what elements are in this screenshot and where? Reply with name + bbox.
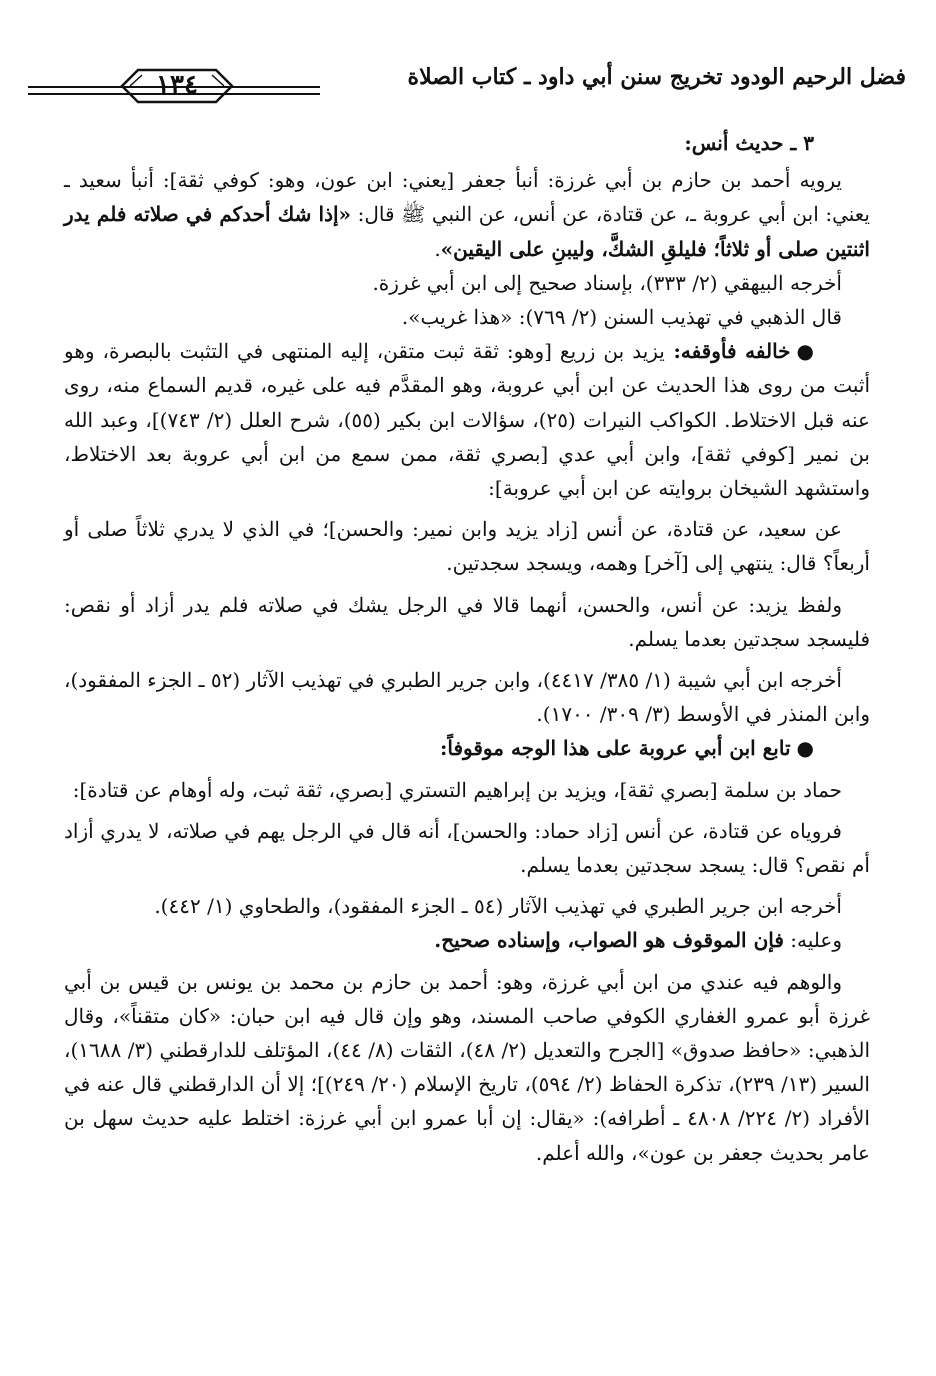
paragraph-13: والوهم فيه عندي من ابن أبي غرزة، وهو: أحمد بن حازم بن محمد بن يونس بن قيس بن أبي غرزة أبو عمرو الغفاري الكوفي صاحب المسند، وهو وإن قال فيه ابن حبان: «كان متقناً»، وقال الذهبي: «حافظ صدوق» [الجرح والتعديل (٢/ ٤٨)، الثقات (٨/ ٤٤)، المؤتلف للدارقطني (٣/ ١٦٨٨)، السير (١٣/ ٢٣٩)، تذكرة الحفاظ (٢/ ٥٩٤)، تاريخ الإسلام (٢٠/ ٢٤٩)]؛ إلا أن الدارقطني قال عنه في الأفراد (٢/ ٢٢٤/ ٤٨٠٨ ـ أطرافه): «يقال: إن أبا عمرو ابن أبي غرزة: اختلط عليه حديث سهل بن عامر بحديث جعفر بن عون»، والله أعلم. xyxy=(64,969,870,1165)
hadith-text: «إذا شك أحدكم في صلاته فلم يدر اثنتين صلى أو ثلاثاً؛ فليلقِ الشكَّ، وليبنِ على اليقين» xyxy=(64,202,870,261)
section-title: ٣ ـ حديث أنس: xyxy=(684,131,814,155)
paragraph-12-lead: وعليه: xyxy=(783,928,842,953)
bullet-icon: ● xyxy=(796,339,814,364)
paragraph-6: ولفظ يزيد: عن أنس، والحسن، أنهما قالا في الرجل يشك في صلاته فلم يدر أزاد أو نقص: فليسجد سجدتين بعدما يسلم. xyxy=(64,592,870,651)
paragraph-1 xyxy=(64,163,870,266)
paragraph-4-lead: خالفه فأوقفه: xyxy=(664,339,791,364)
paragraph-9: حماد بن سلمة [بصري ثقة]، ويزيد بن إبراهيم التستري [بصري، ثقة ثبت، وله أوهام عن قتادة]: xyxy=(72,777,842,802)
paragraph-12-text: فإن الموقوف هو الصواب، وإسناده صحيح. xyxy=(434,928,784,953)
paragraph-4-text: يزيد بن زريع [وهو: ثقة ثبت متقن، إليه المنتهى في التثبت بالبصرة، وهو أثبت من روى هذا الحديث عن ابن أبي عروبة، وهو المقدَّم فيه على غيره، قديم السماع منه، روى عنه قبل الاختلاط. الكواكب النيرات (٢٥)، سؤالات ابن بكير (٥٥)، شرح العلل (٢/ ٧٤٣)]، وعبد الله بن نمير [كوفي ثقة]، وابن أبي عدي [بصري ثقة، ممن سمع من ابن أبي عروبة بعد الاختلاط، واستشهد الشيخان بروايته عن ابن أبي عروبة]: xyxy=(64,339,870,501)
running-title: فضل الرحيم الودود تخريج سنن أبي داود ـ كتاب الصلاة xyxy=(407,64,906,90)
paragraph-2: أخرجه البيهقي (٢/ ٣٣٣)، بإسناد صحيح إلى ابن أبي غرزة. xyxy=(372,270,842,295)
page-header xyxy=(28,60,906,112)
paragraph-10: فروياه عن قتادة، عن أنس [زاد حماد: والحسن]، أنه قال في الرجل يهم في صلاته، لا يدري أزاد أم نقص؟ قال: يسجد سجدتين بعدما يسلم. xyxy=(64,818,870,878)
paragraph-1-text: يرويه أحمد بن حازم بن أبي غرزة: أنبأ جعفر [يعني: ابن عون، وهو: كوفي ثقة]: أنبأ سعيد ـ يعني: ابن أبي عروبة ـ، عن قتادة، عن أنس، عن النبي ﷺ قال: xyxy=(64,168,870,227)
page-number-badge xyxy=(118,66,236,106)
paragraph-1-end: . xyxy=(434,236,441,261)
paragraph-7: أخرجه ابن أبي شيبة (١/ ٣٨٥/ ٤٤١٧)، وابن جرير الطبري في تهذيب الآثار (٥٢ ـ الجزء المفقود)، وابن المنذر في الأوسط (٣/ ٣٠٩/ ١٧٠٠). xyxy=(64,668,870,727)
paragraph-11: أخرجه ابن جرير الطبري في تهذيب الآثار (٥٤ ـ الجزء المفقود)، والطحاوي (١/ ٤٤٢). xyxy=(154,894,842,919)
paragraph-3: قال الذهبي في تهذيب السنن (٢/ ٧٦٩): «هذا غريب». xyxy=(401,305,842,330)
paragraph-8-text: تابع ابن أبي عروبة على هذا الوجه موقوفاً: xyxy=(440,736,791,761)
paragraph-12 xyxy=(64,923,870,957)
page-number: ١٣٤ xyxy=(156,70,198,100)
page-body xyxy=(64,126,870,1170)
paragraph-4 xyxy=(64,334,870,505)
bullet-icon: ● xyxy=(796,736,814,761)
paragraph-5: عن سعيد، عن قتادة، عن أنس [زاد يزيد وابن نمير: والحسن]؛ في الذي لا يدري ثلاثاً صلى أو أربعاً؟ قال: ينتهي إلى [آخر] وهمه، ويسجد سجدتين. xyxy=(64,517,870,576)
paragraph-8 xyxy=(64,731,870,765)
